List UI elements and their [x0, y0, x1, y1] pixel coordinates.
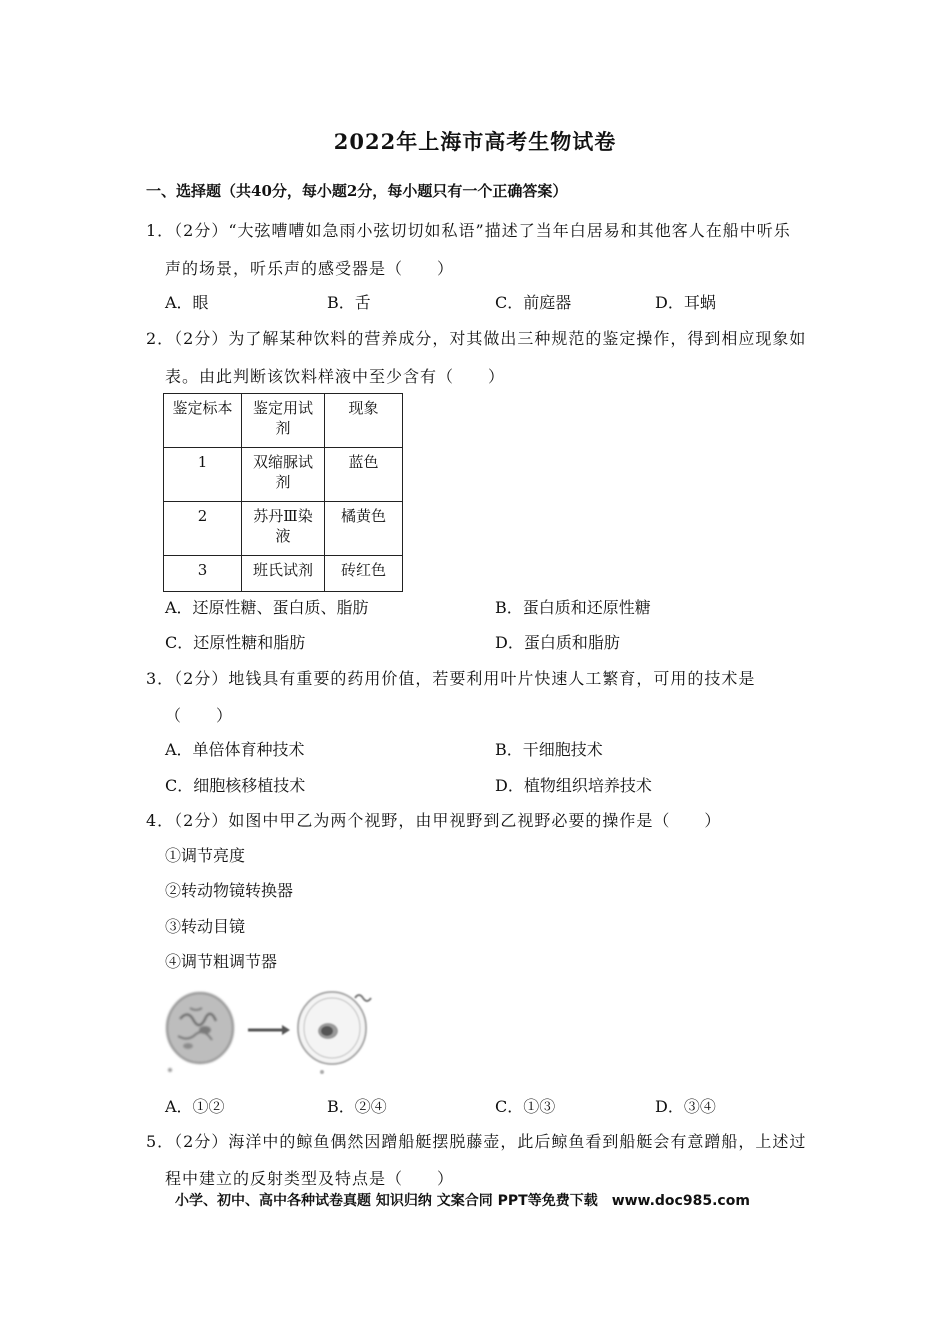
q3-option-c: C．细胞核移植技术	[165, 776, 306, 795]
q1-stem-line2: 声的场景，听乐声的感受器是（ ）	[165, 259, 455, 278]
table-cell: 1	[164, 448, 242, 502]
q1-option-d: D．耳蜗	[655, 293, 716, 312]
q3-option-a: A．单倍体育种技术	[165, 740, 305, 759]
q3-stem-line1: 3．（2分）地钱具有重要的药用价值，若要利用叶片快速人工繁育，可用的技术是	[146, 669, 756, 688]
q4-step-4: ④调节粗调节器	[165, 952, 278, 971]
page-footer: 小学、初中、高中各种试卷真题 知识归纳 文案合同 PPT等免费下载 www.doc985.com	[175, 1193, 750, 1209]
table-header-row	[164, 394, 403, 448]
q2-stem-line1: 2．（2分）为了解某种饮料的营养成分，对其做出三种规范的鉴定操作，得到相应现象如	[146, 329, 807, 348]
q3-stem-line2: （ ）	[165, 706, 234, 725]
q5-stem-line1: 5．（2分）海洋中的鲸鱼偶然因蹭船艇摆脱藤壶，此后鲸鱼看到船艇会有意蹭船，上述过	[146, 1132, 807, 1151]
table-cell: 砖红色	[325, 556, 403, 592]
section-heading: 一、选择题（共40分，每小题2分，每小题只有一个正确答案）	[146, 182, 568, 200]
q1-option-a: A．眼	[165, 293, 209, 312]
q2-stem-line2: 表。由此判断该饮料样液中至少含有（ ）	[165, 367, 506, 386]
table-header-cell: 鉴定用试剂	[242, 394, 325, 448]
q3-option-d: D．植物组织培养技术	[495, 776, 652, 795]
microscope-fields-figure	[160, 984, 390, 1079]
q1-option-c: C．前庭器	[495, 293, 572, 312]
q2-option-c: C．还原性糖和脂肪	[165, 633, 306, 652]
table-row	[164, 556, 403, 592]
q3-option-b: B．干细胞技术	[495, 740, 603, 759]
field-jia-image	[167, 993, 233, 1072]
arrow-icon	[248, 1025, 290, 1035]
table-cell: 橘黄色	[325, 502, 403, 556]
q4-step-3: ③转动目镜	[165, 917, 246, 936]
table-cell: 2	[164, 502, 242, 556]
q2-option-b: B．蛋白质和还原性糖	[495, 598, 651, 617]
table-header-cell: 现象	[325, 394, 403, 448]
page-title: 2022年上海市高考生物试卷	[333, 129, 617, 154]
table-row	[164, 448, 403, 502]
field-yi-image	[298, 992, 371, 1074]
q1-option-b: B．舌	[327, 293, 371, 312]
q4-option-d: D．③④	[655, 1097, 716, 1116]
table-cell: 苏丹Ⅲ染液	[242, 502, 325, 556]
q4-option-a: A．①②	[165, 1097, 225, 1116]
table-cell: 双缩脲试剂	[242, 448, 325, 502]
table-row	[164, 502, 403, 556]
table-cell: 3	[164, 556, 242, 592]
q4-step-1: ①调节亮度	[165, 846, 246, 865]
q4-option-b: B．②④	[327, 1097, 387, 1116]
table-cell: 班氏试剂	[242, 556, 325, 592]
q4-step-2: ②转动物镜转换器	[165, 881, 294, 900]
q2-option-a: A．还原性糖、蛋白质、脂肪	[165, 598, 369, 617]
q4-stem-line1: 4．（2分）如图中甲乙为两个视野，由甲视野到乙视野必要的操作是（ ）	[146, 811, 722, 830]
q2-option-d: D．蛋白质和脂肪	[495, 633, 620, 652]
reagent-table	[163, 393, 403, 592]
q1-stem-line1: 1．（2分）“大弦嘈嘈如急雨小弦切切如私语”描述了当年白居易和其他客人在船中听乐	[146, 221, 791, 240]
q5-stem-line2: 程中建立的反射类型及特点是（ ）	[165, 1169, 455, 1188]
table-cell: 蓝色	[325, 448, 403, 502]
table-header-cell: 鉴定标本	[164, 394, 242, 448]
q4-option-c: C．①③	[495, 1097, 556, 1116]
